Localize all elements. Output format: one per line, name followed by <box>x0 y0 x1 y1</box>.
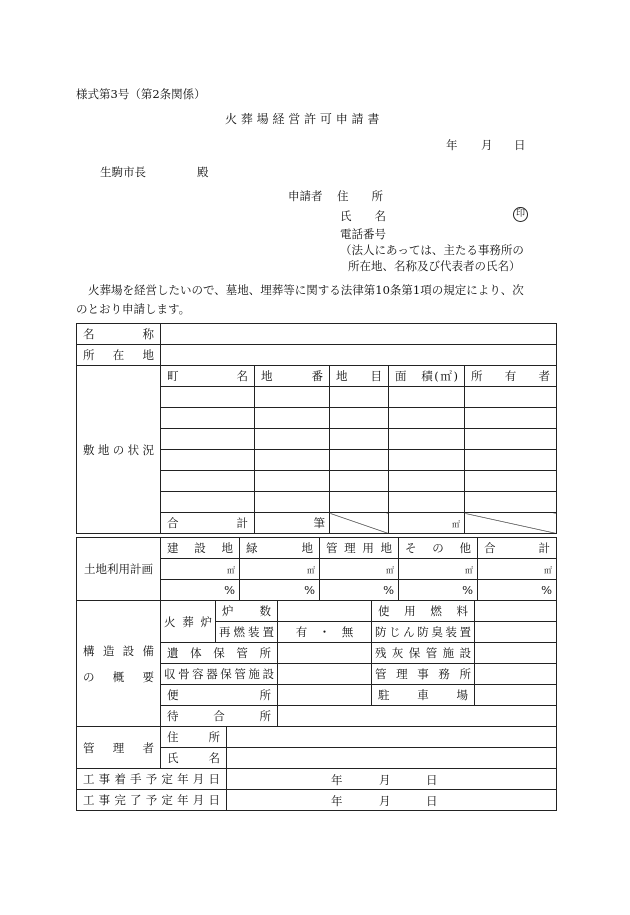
body-text-line1: 火葬場を経営したいので、墓地、埋葬等に関する法律第10条第1項の規定により、次 <box>88 283 524 297</box>
reburn-value[interactable]: 有 ・ 無 <box>278 622 372 643</box>
pct-unit: % <box>541 583 552 597</box>
cell[interactable] <box>465 429 557 450</box>
end-day: 日 <box>426 794 438 808</box>
manager-address-label: 住所 <box>161 727 227 748</box>
cell[interactable] <box>255 450 330 471</box>
location-label: 所在地 <box>77 345 161 366</box>
manager-name-value[interactable] <box>227 748 557 769</box>
land-use-label: 土地利用計画 <box>77 538 161 601</box>
dust-label: 防じん防臭装置 <box>372 622 475 643</box>
date-day: 日 <box>514 138 526 152</box>
land-use-header-other: その他 <box>399 538 478 559</box>
cell[interactable] <box>161 492 255 513</box>
furnace-count-label: 炉数 <box>216 601 278 622</box>
cell[interactable] <box>330 387 389 408</box>
pct-unit: % <box>383 583 394 597</box>
parking-label: 駐車場 <box>372 685 475 706</box>
manager-name-label: 氏名 <box>161 748 227 769</box>
name-value[interactable] <box>161 324 557 345</box>
ash-value[interactable] <box>475 643 557 664</box>
applicant-label: 申請者 <box>288 189 323 203</box>
site-total-parcels[interactable] <box>255 513 330 534</box>
pct-cell[interactable] <box>320 580 399 601</box>
land-use-table <box>76 537 557 601</box>
cell[interactable] <box>389 408 465 429</box>
area-unit: ㎡ <box>452 520 460 529</box>
reburn-label: 再燃装置 <box>216 622 278 643</box>
cell[interactable] <box>255 471 330 492</box>
pct-cell[interactable] <box>399 580 478 601</box>
site-header-town: 町名 <box>161 366 255 387</box>
cell[interactable] <box>330 408 389 429</box>
facility-label-line2: の概要 <box>83 669 154 684</box>
area-cell[interactable] <box>161 559 240 580</box>
date-year: 年 <box>446 138 458 152</box>
cell[interactable] <box>389 471 465 492</box>
site-total-blank <box>465 513 557 534</box>
site-status-label: 敷地の状況 <box>77 366 161 534</box>
end-month: 月 <box>379 794 391 808</box>
date-month: 月 <box>481 138 493 152</box>
facility-table <box>76 600 557 727</box>
start-date-label: 工事着手予定年月日 <box>77 769 227 790</box>
facility-label-line1: 構造設備 <box>83 643 154 658</box>
end-date-value[interactable] <box>227 790 557 811</box>
area-unit: ㎡ <box>307 566 315 575</box>
cell[interactable] <box>389 387 465 408</box>
seal-mark: 印 <box>513 207 528 222</box>
pct-unit: % <box>462 583 473 597</box>
applicant-note-line2: 所在地、名称及び代表者の氏名） <box>348 259 521 273</box>
site-total-area[interactable] <box>389 513 465 534</box>
office-label: 管理事務所 <box>372 664 475 685</box>
land-use-header-green: 緑地 <box>240 538 320 559</box>
parking-value[interactable] <box>475 685 557 706</box>
applicant-address-label: 住 所 <box>337 189 383 203</box>
cell[interactable] <box>330 492 389 513</box>
site-header-area: 面 積(㎡) <box>389 366 465 387</box>
cell[interactable] <box>465 387 557 408</box>
fuel-label: 使用燃料 <box>372 601 475 622</box>
land-use-header-admin: 管理用地 <box>320 538 399 559</box>
end-date-label: 工事完了予定年月日 <box>77 790 227 811</box>
manager-label: 管理者 <box>77 727 161 769</box>
area-cell[interactable] <box>240 559 320 580</box>
area-unit: ㎡ <box>544 566 552 575</box>
cell[interactable] <box>255 429 330 450</box>
area-unit: ㎡ <box>227 566 235 575</box>
pct-cell[interactable] <box>161 580 240 601</box>
land-use-header-building: 建設地 <box>161 538 240 559</box>
area-unit: ㎡ <box>465 566 473 575</box>
body-text-line2: のとおり申請します。 <box>76 302 191 316</box>
cell[interactable] <box>330 429 389 450</box>
cell[interactable] <box>389 450 465 471</box>
cell[interactable] <box>255 408 330 429</box>
furnace-count-value[interactable] <box>278 601 372 622</box>
office-value[interactable] <box>475 664 557 685</box>
site-header-category: 地目 <box>330 366 389 387</box>
facility-label <box>77 601 161 727</box>
cell[interactable] <box>255 492 330 513</box>
parcel-unit: 筆 <box>313 516 325 530</box>
pct-unit: % <box>224 583 235 597</box>
addressee-honorific: 殿 <box>197 165 209 179</box>
morgue-label: 遺体保管所 <box>161 643 278 664</box>
fuel-value[interactable] <box>475 601 557 622</box>
furnace-label: 火葬炉 <box>161 601 216 643</box>
cell[interactable] <box>161 471 255 492</box>
urn-label: 収骨容器保管施設 <box>161 664 278 685</box>
cell[interactable] <box>389 492 465 513</box>
addressee-name: 生駒市長 <box>100 165 146 179</box>
waiting-label: 待合所 <box>161 706 278 727</box>
start-date-value[interactable] <box>227 769 557 790</box>
pct-unit: % <box>304 583 315 597</box>
pct-cell[interactable] <box>478 580 557 601</box>
site-total-label: 合計 <box>161 513 255 534</box>
site-header-lot: 地番 <box>255 366 330 387</box>
area-cell[interactable] <box>320 559 399 580</box>
land-use-header-total: 合計 <box>478 538 557 559</box>
cell[interactable] <box>465 471 557 492</box>
toilet-value[interactable] <box>278 685 372 706</box>
morgue-value[interactable] <box>278 643 372 664</box>
cell[interactable] <box>161 450 255 471</box>
ash-label: 残灰保管施設 <box>372 643 475 664</box>
dust-value[interactable] <box>475 622 557 643</box>
area-cell[interactable] <box>478 559 557 580</box>
area-unit: ㎡ <box>386 566 394 575</box>
site-total-blank <box>330 513 389 534</box>
end-year: 年 <box>331 794 343 808</box>
applicant-note-line1: （法人にあっては、主たる事務所の <box>340 243 524 257</box>
cell[interactable] <box>161 387 255 408</box>
manager-table <box>76 726 557 811</box>
urn-value[interactable] <box>278 664 372 685</box>
cell[interactable] <box>389 429 465 450</box>
applicant-phone-label: 電話番号 <box>340 227 386 241</box>
cell[interactable] <box>465 450 557 471</box>
manager-address-value[interactable] <box>227 727 557 748</box>
cell[interactable] <box>465 408 557 429</box>
cell[interactable] <box>255 387 330 408</box>
area-cell[interactable] <box>399 559 478 580</box>
toilet-label: 便所 <box>161 685 278 706</box>
pct-cell[interactable] <box>240 580 320 601</box>
cell[interactable] <box>161 408 255 429</box>
location-value[interactable] <box>161 345 557 366</box>
form-number: 様式第3号（第2条関係） <box>76 87 206 101</box>
site-header-owner: 所有者 <box>465 366 557 387</box>
cell[interactable] <box>330 471 389 492</box>
applicant-name-label: 氏 名 <box>340 209 386 223</box>
cell[interactable] <box>330 450 389 471</box>
form-title: 火 葬 場 経 営 許 可 申 請 書 <box>225 112 380 126</box>
start-year: 年 <box>331 773 343 787</box>
site-table <box>76 323 557 534</box>
cell[interactable] <box>465 492 557 513</box>
waiting-value[interactable] <box>278 706 557 727</box>
start-day: 日 <box>426 773 438 787</box>
cell[interactable] <box>161 429 255 450</box>
name-label: 名称 <box>77 324 161 345</box>
start-month: 月 <box>379 773 391 787</box>
